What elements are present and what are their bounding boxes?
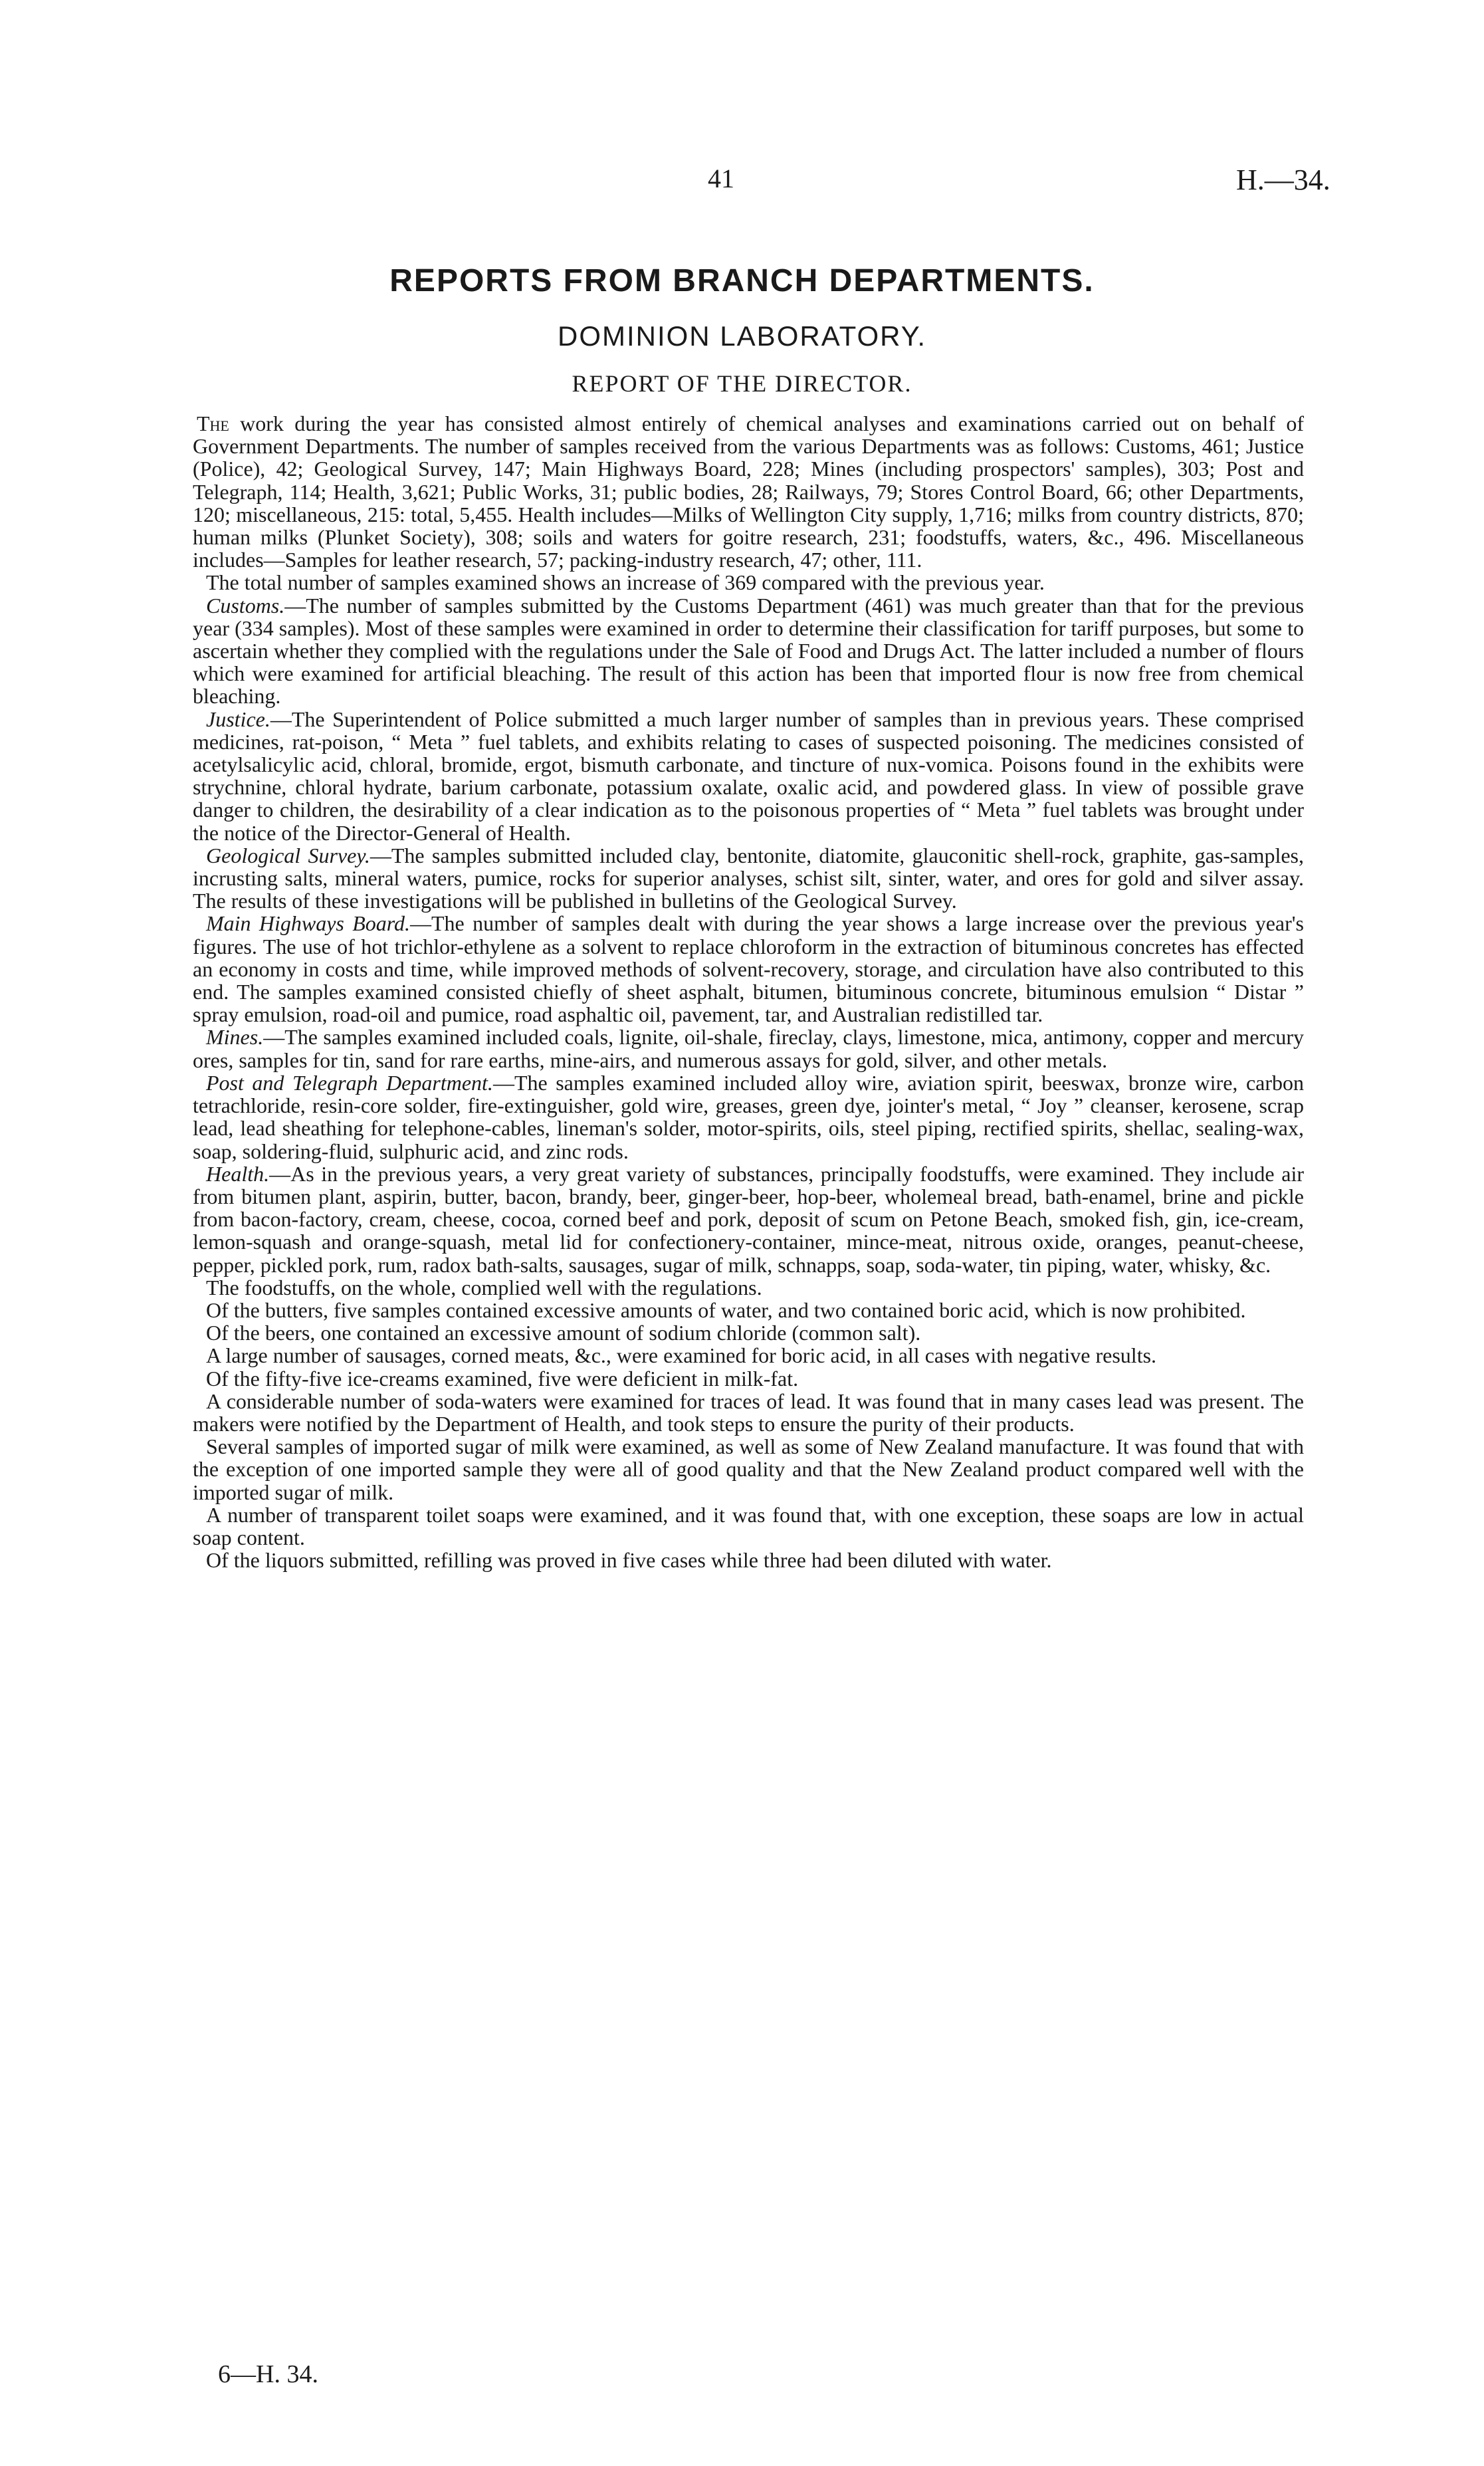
paragraph-text: A large number of sausages, corned meats, &c., were examined for boric acid, in all cases with negative results. [206,1343,1157,1368]
paragraph-lead-word: The [197,411,229,435]
paragraph-text: —The samples examined included alloy wire, aviation spirit, beeswax, bronze wire, carbon tetrachloride, resin-core solder, fire-extinguisher, gold wire, greases, green dye, jointer's metal, “ Joy ” cleanser, kerosene, scrap lead, lead sheathing for telephone-cables, lineman's solder, motor-spirits, oils, steel piping, rectified spirits, shellac, sealing-wax, soap, soldering-fluid, sulphuric acid, and zinc rods. [193,1070,1305,1163]
paragraph-text: A number of transparent toilet soaps were examined, and it was found that, with one exception, these soaps are low in actual soap content. [193,1502,1304,1549]
paragraph-subheading: Mines. [206,1025,264,1050]
body-paragraph [193,1549,1304,1571]
paragraph-text: —The number of samples submitted by the Customs Department (461) was much greater than that for the previous year (334 samples). Most of these samples were examined in order to determine their classification for tariff purposes, but some to ascertain whether they complied with the regulations under the Sale of Food and Drugs Act. The latter included a number of flours which were examined for artificial bleaching. The result of this action has been that imported flour is now free from chemical bleaching. [193,593,1304,709]
paragraph-text: —The number of samples dealt with during the year shows a large increase over the previous year's figures. The use of hot trichlor-ethylene as a solvent to replace chloroform in the extraction of bituminous concretes has effected an economy in costs and time, while improved methods of solvent-recovery, storage, and circulation have also contributed to this end. The samples examined consisted chiefly of sheet asphalt, bitumen, bituminous concrete, bituminous emulsion “ Distar ” spray emulsion, road-oil and pumice, road asphaltic oil, pavement, tar, and Australian redistilled tar. [193,911,1304,1027]
paragraph-subheading: Geological Survey. [206,843,370,867]
body-paragraph [193,708,1304,844]
report-body [193,412,1304,1571]
body-paragraph [193,1299,1304,1321]
paragraph-subheading: Main Highways Board. [206,911,410,936]
section-heading: DOMINION LABORATORY. [557,320,926,352]
body-paragraph [193,1504,1304,1549]
body-paragraph [193,844,1304,913]
body-paragraph [193,1026,1304,1071]
body-paragraph [193,1435,1304,1504]
body-paragraph [193,912,1304,1026]
paragraph-text: Of the butters, five samples contained excessive amounts of water, and two contained boric acid, which is now prohibited. [206,1297,1246,1322]
paragraph-text: —The samples examined included coals, lignite, oil-shale, fireclay, clays, limestone, mica, antimony, copper and mercury ores, samples for tin, sand for rare earths, mine-airs, and numerous assays for gold, silver, and other metals. [193,1025,1304,1072]
page-number: 41 [708,164,734,193]
body-paragraph [193,1344,1304,1367]
page-signature: 6—H. 34. [218,2360,318,2388]
paragraph-subheading: Post and Telegraph Department. [206,1070,493,1095]
paragraph-text: —The samples submitted included clay, bentonite, diatomite, glauconitic shell-rock, graphite, gas-samples, incrusting salts, mineral waters, pumice, rocks for superior analyses, schist silt, sinter, water, and ores for gold and silver assay. The results of these investigations will be published in bulletins of the Geological Survey. [193,843,1305,913]
paragraph-subheading: Customs. [206,593,285,617]
paragraph-text: A considerable number of soda-waters were examined for traces of lead. It was found that in many cases lead was present. The makers were notified by the Department of Health, and took steps to ensure the purity of their products. [193,1389,1304,1436]
paragraph-subheading: Health. [206,1161,270,1186]
body-paragraph [193,594,1304,708]
paragraph-text: The foodstuffs, on the whole, complied well with the regulations. [206,1275,762,1299]
paragraph-text: Several samples of imported sugar of milk were examined, as well as some of New Zealand manufacture. It was found that with the exception of one imported sample they were all of good quality and that the New Zealand product compared well with the imported sugar of milk. [193,1434,1304,1504]
document-reference: H.—34. [1236,164,1330,196]
body-paragraph [193,571,1304,594]
paragraph-text: Of the beers, one contained an excessive amount of sodium chloride (common salt). [206,1321,921,1345]
body-paragraph [193,412,1304,571]
body-paragraph [193,1276,1304,1299]
body-paragraph [193,1163,1304,1276]
paragraph-text: —As in the previous years, a very great variety of substances, principally foodstuffs, were examined. They include air from bitumen plant, aspirin, butter, bacon, brandy, beer, ginger-beer, hop-beer, wholemeal bread, bath-enamel, brine and pickle from bacon-factory, cream, cheese, cocoa, corned beef and pork, deposit of scum on Petone Beach, smoked fish, gin, ice-cream, lemon-squash and orange-squash, metal lid for confectionery-container, mince-meat, nitrous oxide, oranges, peanut-cheese, pepper, pickled pork, rum, radox bath-salts, sausages, sugar of milk, schnapps, soap, soda-water, tin piping, water, whisky, &c. [193,1161,1304,1277]
main-heading: REPORTS FROM BRANCH DEPARTMENTS. [389,263,1095,298]
body-paragraph [193,1390,1304,1435]
paragraph-text: Of the liquors submitted, refilling was proved in five cases while three had been diluted with water. [206,1548,1052,1573]
body-paragraph [193,1071,1304,1163]
body-paragraph [193,1321,1304,1344]
body-paragraph [193,1367,1304,1390]
paragraph-text: —The Superintendent of Police submitted a much larger number of samples than in previous years. These comprised medicines, rat-poison, “ Meta ” fuel tablets, and exhibits relating to cases of suspected poisoning. The medicines consisted of acetylsalicylic acid, chloral, bromide, ergot, bismuth carbonate, and tincture of nux-vomica. Poisons found in the exhibits were strychnine, chloral hydrate, barium carbonate, potassium oxalate, oxalic acid, and powdered glass. In view of possible grave danger to children, the desirability of a clear indication as to the poisonous properties of “ Meta ” fuel tablets was brought under the notice of the Director-General of Health. [193,707,1304,845]
report-heading: REPORT OF THE DIRECTOR. [572,370,912,397]
paragraph-text: Of the fifty-five ice-creams examined, five were deficient in milk-fat. [206,1366,799,1391]
paragraph-subheading: Justice. [206,707,270,731]
paragraph-text: The total number of samples examined shows an increase of 369 compared with the previous year. [206,570,1045,595]
paragraph-text: work during the year has consisted almost entirely of chemical analyses and examinations carried out on behalf of Government Departments. The number of samples received from the various Departments was as follows: Customs, 461; Justice (Police), 42; Geological Survey, 147; Main Highways Board, 228; Mines (including prospectors' samples), 303; Post and Telegraph, 114; Health, 3,621; Public Works, 31; public bodies, 28; Railways, 79; Stores Control Board, 66; other Departments, 120; miscellaneous, 215: total, 5,455. Health includes—Milks of Wellington City supply, 1,716; milks from country districts, 870; human milks (Plunket Society), 308; soils and waters for goitre research, 231; foodstuffs, waters, &c., 496. Miscellaneous includes—Samples for leather research, 57; packing-industry research, 47; other, 111. [193,411,1304,572]
